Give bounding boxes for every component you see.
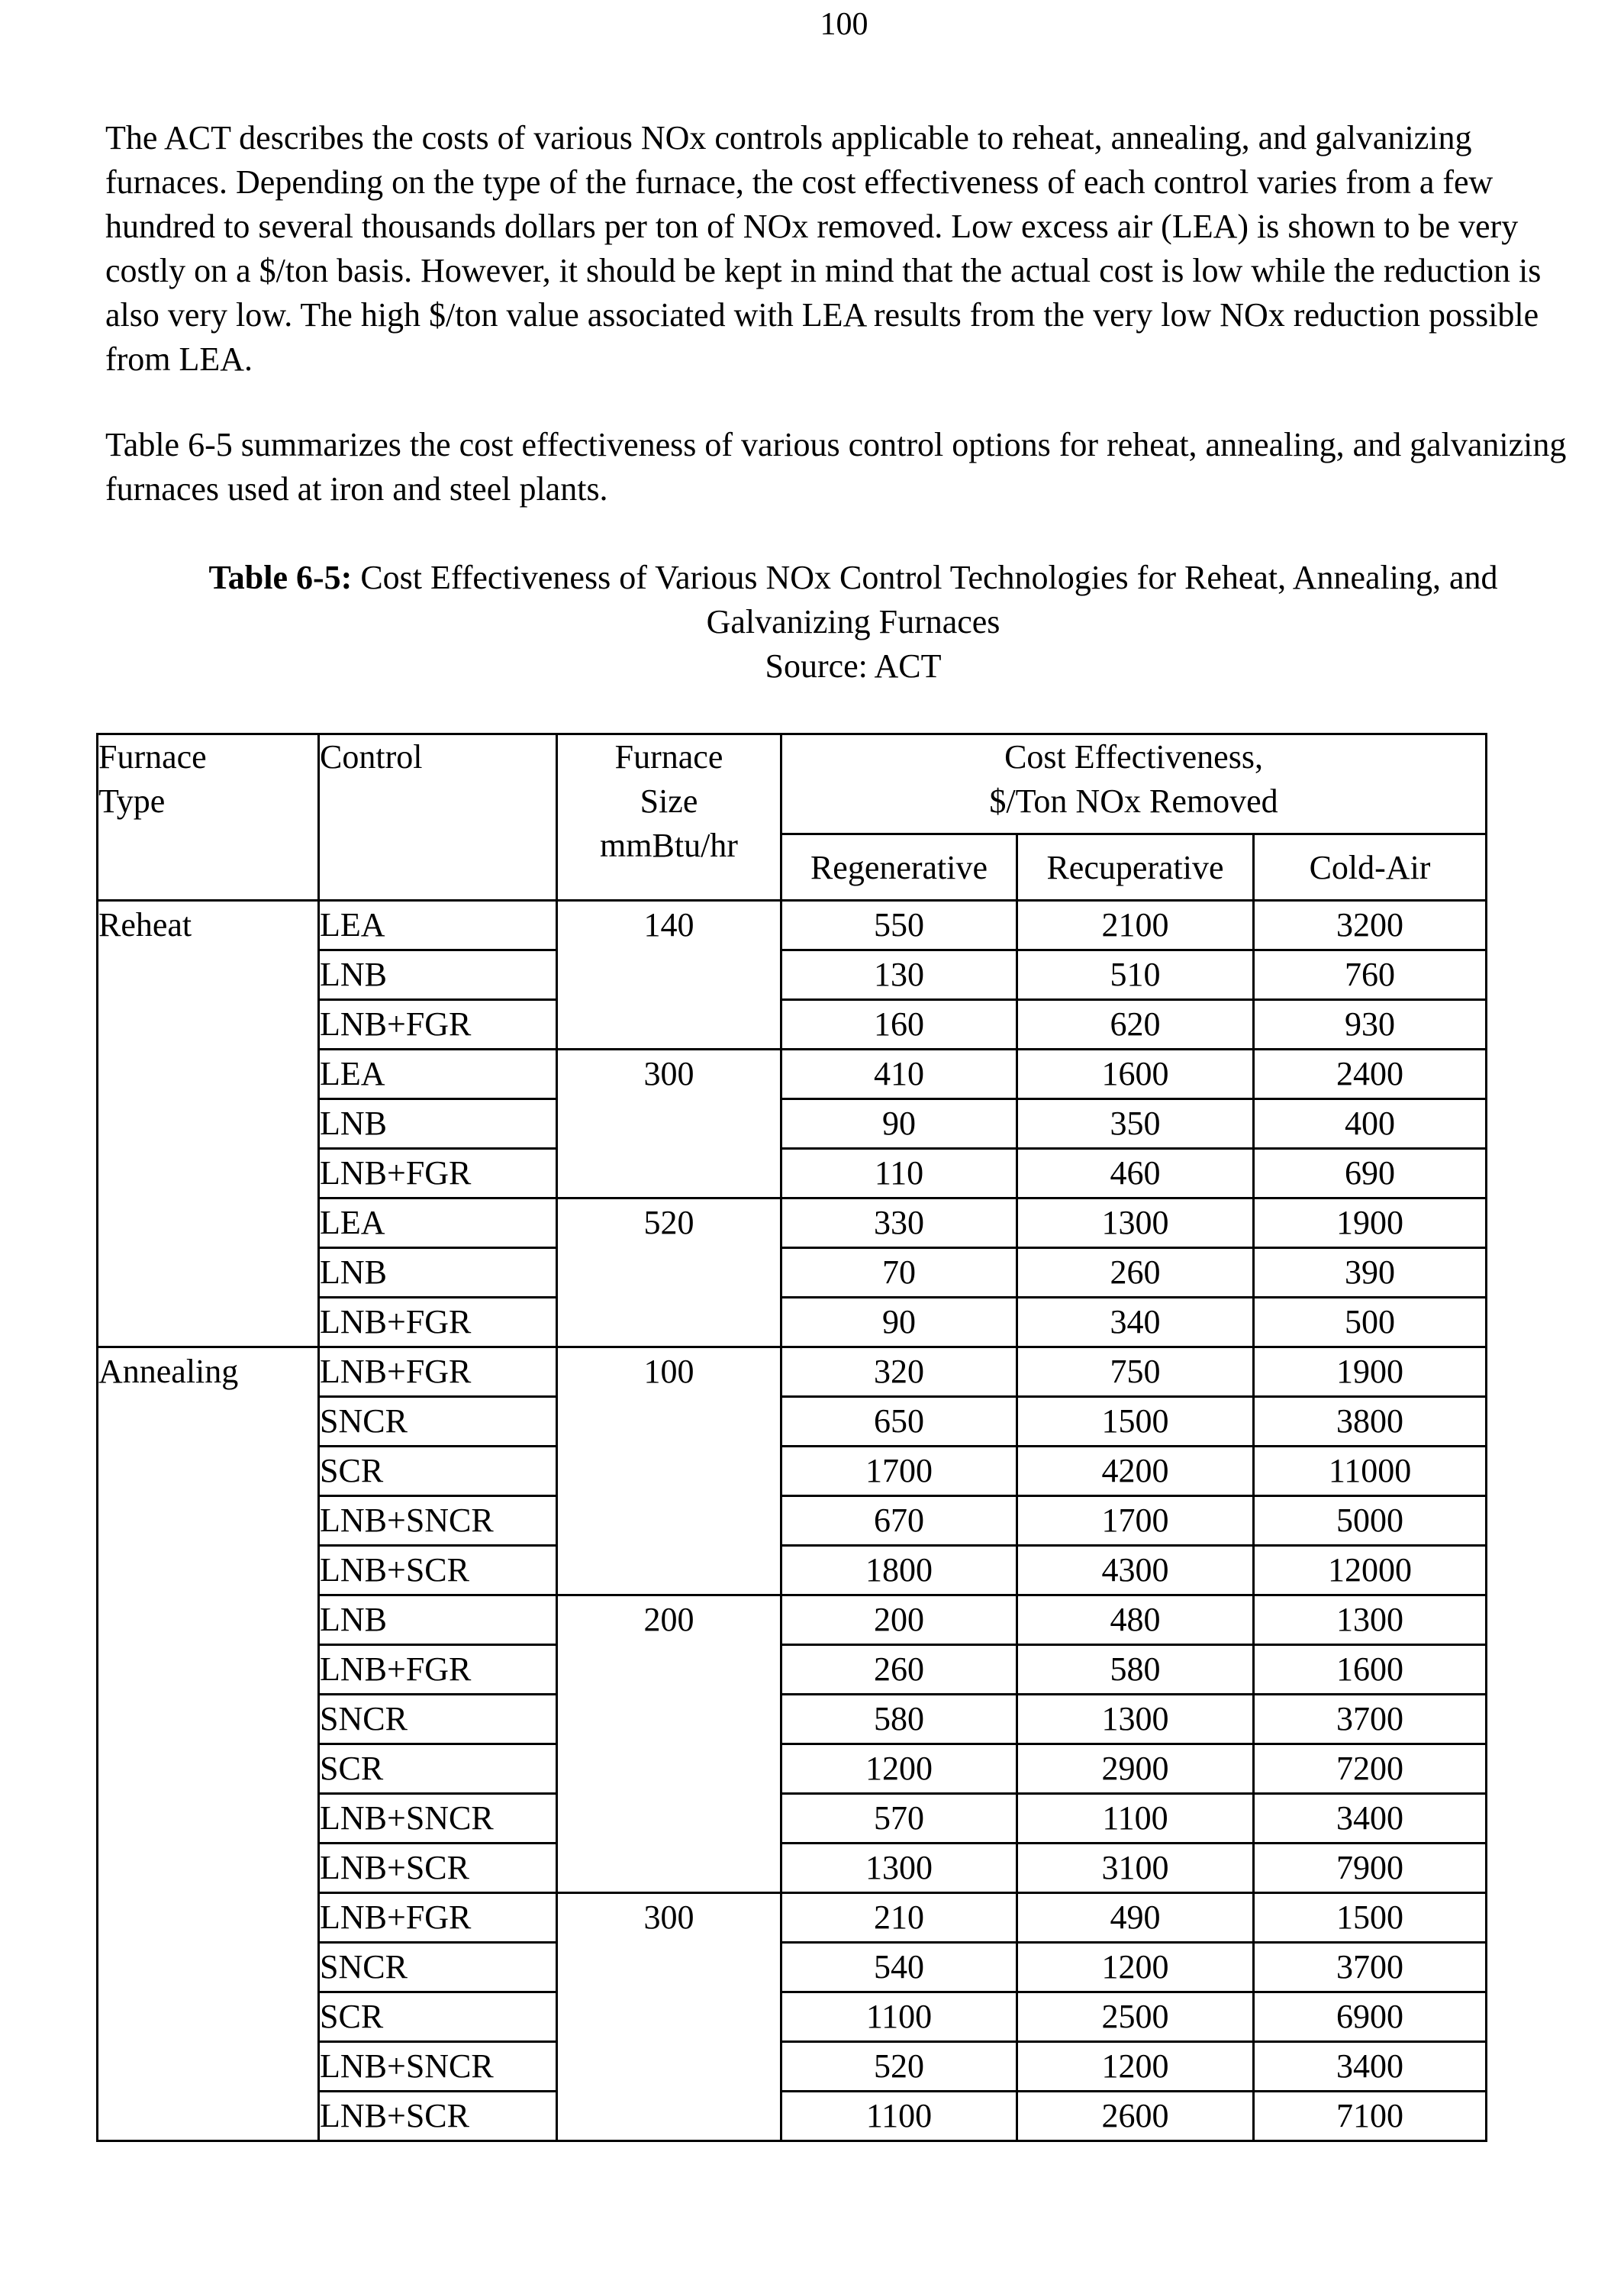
cell-recuperative: 1300 <box>1017 1695 1254 1744</box>
cell-furnace-size: 300 <box>557 1050 781 1198</box>
cell-control: LNB+SCR <box>319 2092 557 2141</box>
cell-cold-air: 3200 <box>1254 901 1487 950</box>
table-caption <box>105 556 1601 689</box>
cell-regenerative: 130 <box>781 950 1017 1000</box>
cell-recuperative: 750 <box>1017 1347 1254 1397</box>
cell-recuperative: 480 <box>1017 1595 1254 1645</box>
cell-recuperative: 340 <box>1017 1298 1254 1347</box>
cell-control: LNB <box>319 1595 557 1645</box>
cell-cold-air: 12000 <box>1254 1546 1487 1595</box>
cell-cold-air: 390 <box>1254 1248 1487 1298</box>
cell-control: SCR <box>319 1744 557 1794</box>
cell-furnace-size: 520 <box>557 1198 781 1347</box>
cell-control: LNB+FGR <box>319 1298 557 1347</box>
cell-regenerative: 650 <box>781 1397 1017 1447</box>
cell-regenerative: 260 <box>781 1645 1017 1695</box>
cell-cold-air: 760 <box>1254 950 1487 1000</box>
cell-control: LNB+FGR <box>319 1893 557 1943</box>
cell-recuperative: 1200 <box>1017 1943 1254 1992</box>
header-control: Control <box>319 734 557 901</box>
cell-control: SCR <box>319 1992 557 2042</box>
cell-cold-air: 3800 <box>1254 1397 1487 1447</box>
cell-cold-air: 400 <box>1254 1099 1487 1149</box>
cell-regenerative: 550 <box>781 901 1017 950</box>
cell-cold-air: 500 <box>1254 1298 1487 1347</box>
cell-regenerative: 90 <box>781 1298 1017 1347</box>
cell-control: LEA <box>319 1050 557 1099</box>
paragraph-act-costs: The ACT describes the costs of various NOx controls applicable to reheat, annealing, and galvanizing furnaces. Depending on the type of the furnace, the cost effectiveness of each control varies from a few hundred to several thousands dollars per ton of NOx removed. Low excess air (LEA) is shown to be very costly on a $/ton basis. However, it should be kept in mind that the actual cost is low while the reduction is also very low. The high $/ton value associated with LEA results from the very low NOx reduction possible from LEA. <box>105 119 1542 378</box>
cell-recuperative: 2100 <box>1017 901 1254 950</box>
cell-control: LNB+SCR <box>319 1844 557 1893</box>
cell-recuperative: 490 <box>1017 1893 1254 1943</box>
cell-regenerative: 90 <box>781 1099 1017 1149</box>
cell-regenerative: 1200 <box>781 1744 1017 1794</box>
cell-cold-air: 930 <box>1254 1000 1487 1050</box>
cell-regenerative: 540 <box>781 1943 1017 1992</box>
cell-control: LNB+SCR <box>319 1546 557 1595</box>
table-caption-source: Source: ACT <box>765 647 942 685</box>
cell-recuperative: 1600 <box>1017 1050 1254 1099</box>
cell-recuperative: 620 <box>1017 1000 1254 1050</box>
cell-furnace-size: 100 <box>557 1347 781 1595</box>
cost-effectiveness-table <box>96 733 1487 2142</box>
cell-control: SCR <box>319 1447 557 1496</box>
cell-recuperative: 510 <box>1017 950 1254 1000</box>
cell-cold-air: 3700 <box>1254 1695 1487 1744</box>
cell-recuperative: 460 <box>1017 1149 1254 1198</box>
table-caption-text: Cost Effectiveness of Various NOx Control Technologies for Reheat, Annealing, and <box>352 559 1498 596</box>
cell-recuperative: 4200 <box>1017 1447 1254 1496</box>
header-furnace-type: Furnace Type <box>98 734 319 901</box>
cell-regenerative: 1300 <box>781 1844 1017 1893</box>
cell-control: SNCR <box>319 1695 557 1744</box>
cell-recuperative: 3100 <box>1017 1844 1254 1893</box>
cell-regenerative: 200 <box>781 1595 1017 1645</box>
cell-cold-air: 690 <box>1254 1149 1487 1198</box>
cell-control: LNB+SNCR <box>319 1496 557 1546</box>
header-cold-air: Cold-Air <box>1254 834 1487 901</box>
cell-recuperative: 1700 <box>1017 1496 1254 1546</box>
cell-control: LNB <box>319 1099 557 1149</box>
cell-recuperative: 2600 <box>1017 2092 1254 2141</box>
cell-furnace-type: Reheat <box>98 901 319 1347</box>
cell-furnace-size: 200 <box>557 1595 781 1893</box>
cell-regenerative: 1700 <box>781 1447 1017 1496</box>
cell-regenerative: 670 <box>781 1496 1017 1546</box>
cell-cold-air: 1300 <box>1254 1595 1487 1645</box>
cell-recuperative: 1100 <box>1017 1794 1254 1844</box>
cell-cold-air: 5000 <box>1254 1496 1487 1546</box>
cell-furnace-size: 300 <box>557 1893 781 2141</box>
cell-recuperative: 2500 <box>1017 1992 1254 2042</box>
page-number: 100 <box>820 7 868 42</box>
cell-control: SNCR <box>319 1397 557 1447</box>
cell-control: LEA <box>319 1198 557 1248</box>
cell-regenerative: 1800 <box>781 1546 1017 1595</box>
cell-cold-air: 3400 <box>1254 2042 1487 2092</box>
cell-recuperative: 260 <box>1017 1248 1254 1298</box>
cell-recuperative: 580 <box>1017 1645 1254 1695</box>
cell-cold-air: 3400 <box>1254 1794 1487 1844</box>
cell-regenerative: 1100 <box>781 2092 1017 2141</box>
cell-furnace-size: 140 <box>557 901 781 1050</box>
cell-control: LNB+SNCR <box>319 2042 557 2092</box>
cell-regenerative: 160 <box>781 1000 1017 1050</box>
table-caption-label: Table 6-5: <box>208 559 353 596</box>
cell-control: LNB+FGR <box>319 1347 557 1397</box>
cell-control: SNCR <box>319 1943 557 1992</box>
cell-cold-air: 1600 <box>1254 1645 1487 1695</box>
cell-regenerative: 330 <box>781 1198 1017 1248</box>
header-cost-effectiveness: Cost Effectiveness, $/Ton NOx Removed <box>781 734 1487 834</box>
cell-control: LNB+FGR <box>319 1000 557 1050</box>
cell-regenerative: 320 <box>781 1347 1017 1397</box>
cell-control: LNB+FGR <box>319 1149 557 1198</box>
cell-control: LNB+SNCR <box>319 1794 557 1844</box>
cell-cold-air: 6900 <box>1254 1992 1487 2042</box>
cell-cold-air: 2400 <box>1254 1050 1487 1099</box>
cell-control: LEA <box>319 901 557 950</box>
cell-recuperative: 1500 <box>1017 1397 1254 1447</box>
cell-regenerative: 410 <box>781 1050 1017 1099</box>
table-caption-line2: Galvanizing Furnaces <box>706 603 1000 640</box>
cell-furnace-type: Annealing <box>98 1347 319 2141</box>
cell-control: LNB+FGR <box>319 1645 557 1695</box>
cell-recuperative: 350 <box>1017 1099 1254 1149</box>
cell-cold-air: 1500 <box>1254 1893 1487 1943</box>
cell-recuperative: 1300 <box>1017 1198 1254 1248</box>
header-furnace-size: Furnace Size mmBtu/hr <box>557 734 781 901</box>
cell-cold-air: 7900 <box>1254 1844 1487 1893</box>
table-row <box>98 901 1487 950</box>
cell-recuperative: 2900 <box>1017 1744 1254 1794</box>
cell-cold-air: 7200 <box>1254 1744 1487 1794</box>
header-recuperative: Recuperative <box>1017 834 1254 901</box>
cell-control: LNB <box>319 1248 557 1298</box>
cell-cold-air: 1900 <box>1254 1347 1487 1397</box>
cell-regenerative: 570 <box>781 1794 1017 1844</box>
cell-recuperative: 4300 <box>1017 1546 1254 1595</box>
cell-regenerative: 210 <box>781 1893 1017 1943</box>
table-row <box>98 1347 1487 1397</box>
cell-cold-air: 7100 <box>1254 2092 1487 2141</box>
cell-recuperative: 1200 <box>1017 2042 1254 2092</box>
paragraph-table-summary: Table 6-5 summarizes the cost effectiveness of various control options for reheat, annealing, and galvanizing furnaces used at iron and steel plants. <box>105 426 1567 508</box>
cell-cold-air: 1900 <box>1254 1198 1487 1248</box>
cell-control: LNB <box>319 950 557 1000</box>
cell-cold-air: 3700 <box>1254 1943 1487 1992</box>
cell-regenerative: 1100 <box>781 1992 1017 2042</box>
cell-regenerative: 110 <box>781 1149 1017 1198</box>
header-regenerative: Regenerative <box>781 834 1017 901</box>
table-body <box>98 901 1487 2141</box>
cell-regenerative: 520 <box>781 2042 1017 2092</box>
cell-regenerative: 580 <box>781 1695 1017 1744</box>
cell-cold-air: 11000 <box>1254 1447 1487 1496</box>
cell-regenerative: 70 <box>781 1248 1017 1298</box>
